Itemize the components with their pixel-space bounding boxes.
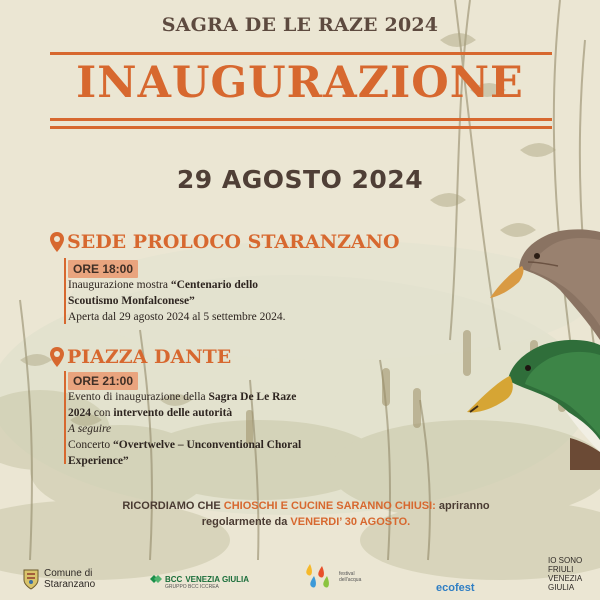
notice-highlight: CHIOSCHI E CUCINE SARANNO CHIUSI: <box>223 500 436 512</box>
authorities-text: intervento delle autorità <box>113 407 233 419</box>
comune-logo <box>22 568 95 590</box>
event-description <box>68 277 314 293</box>
description-text: Evento di inaugurazione della <box>68 391 206 403</box>
festival-acqua-logo <box>302 562 361 592</box>
bcc-mark-icon <box>150 574 162 584</box>
title-rule-top <box>50 52 552 55</box>
page-title: INAUGURAZIONE <box>76 58 524 108</box>
time-badge: ORE 18:00 <box>68 260 138 278</box>
description-text: con <box>93 407 111 419</box>
time-badge: ORE 21:00 <box>68 372 138 390</box>
notice-text: regolarmente da <box>201 516 288 528</box>
bcc-prefix: BCC <box>165 574 183 584</box>
location-pin-icon <box>50 347 64 367</box>
ecofest-logo <box>436 576 475 595</box>
ecofest-label: ecofest <box>436 582 475 594</box>
closure-notice <box>66 498 546 530</box>
event-dates-text <box>68 309 328 325</box>
fvg-logo <box>548 556 582 592</box>
venue-name: PIAZZA DANTE <box>67 346 232 368</box>
concert-title: Experience” <box>68 455 129 467</box>
bcc-subtitle: GRUPPO BCC ICCREA <box>165 584 219 590</box>
venue-piazza-dante <box>50 346 231 368</box>
event-description <box>68 405 368 421</box>
event-name: Sagra De Le Raze <box>208 391 297 403</box>
event-description <box>68 293 314 309</box>
fvg-line: GIULIA <box>548 583 575 592</box>
fvg-line: VENEZIA <box>548 574 583 583</box>
concert-description <box>68 453 129 469</box>
notice-text: RICORDIAMO CHE <box>122 500 221 512</box>
fvg-line: FRIULI <box>548 565 574 574</box>
comune-label: Comune di <box>44 568 93 579</box>
event-supertitle: SAGRA DE LE RAZE 2024 <box>161 14 439 36</box>
event-date: 29 AGOSTO 2024 <box>176 165 424 194</box>
coat-of-arms-icon <box>22 568 40 590</box>
concert-description <box>68 437 368 453</box>
exhibition-dates: Aperta dal 29 agosto 2024 al 5 settembre 2024. <box>68 311 286 323</box>
festival-label: festival <box>339 571 355 577</box>
follow-up-label: A seguire <box>68 423 112 435</box>
festival-label: dell'acqua <box>339 577 362 583</box>
event-divider-bar <box>64 371 66 464</box>
concert-title: “Overtwelve – Unconventional Choral <box>113 439 302 451</box>
event-divider-bar <box>64 258 66 324</box>
event-description <box>68 389 368 405</box>
comune-name: Staranzano <box>44 579 96 590</box>
bcc-name: VENEZIA GIULIA <box>185 574 250 584</box>
title-rule-bottom-1 <box>50 118 552 121</box>
notice-highlight: VENERDI’ 30 AGOSTO. <box>290 516 411 528</box>
event-year: 2024 <box>68 407 91 419</box>
location-pin-icon <box>50 232 64 252</box>
exhibition-title: Scoutismo Monfalconese” <box>68 295 195 307</box>
notice-text: apriranno <box>438 500 490 512</box>
venue-name: SEDE PROLOCO STARANZANO <box>67 231 400 253</box>
title-rule-bottom-2 <box>50 126 552 129</box>
bcc-logo <box>150 574 249 590</box>
description-text: Concerto <box>68 439 111 451</box>
exhibition-title: “Centenario dello <box>170 279 259 291</box>
venue-sede-proloco <box>50 231 400 253</box>
description-text: Inaugurazione mostra <box>68 279 168 291</box>
water-drops-icon <box>302 562 336 592</box>
fvg-line: IO SONO <box>548 556 583 565</box>
